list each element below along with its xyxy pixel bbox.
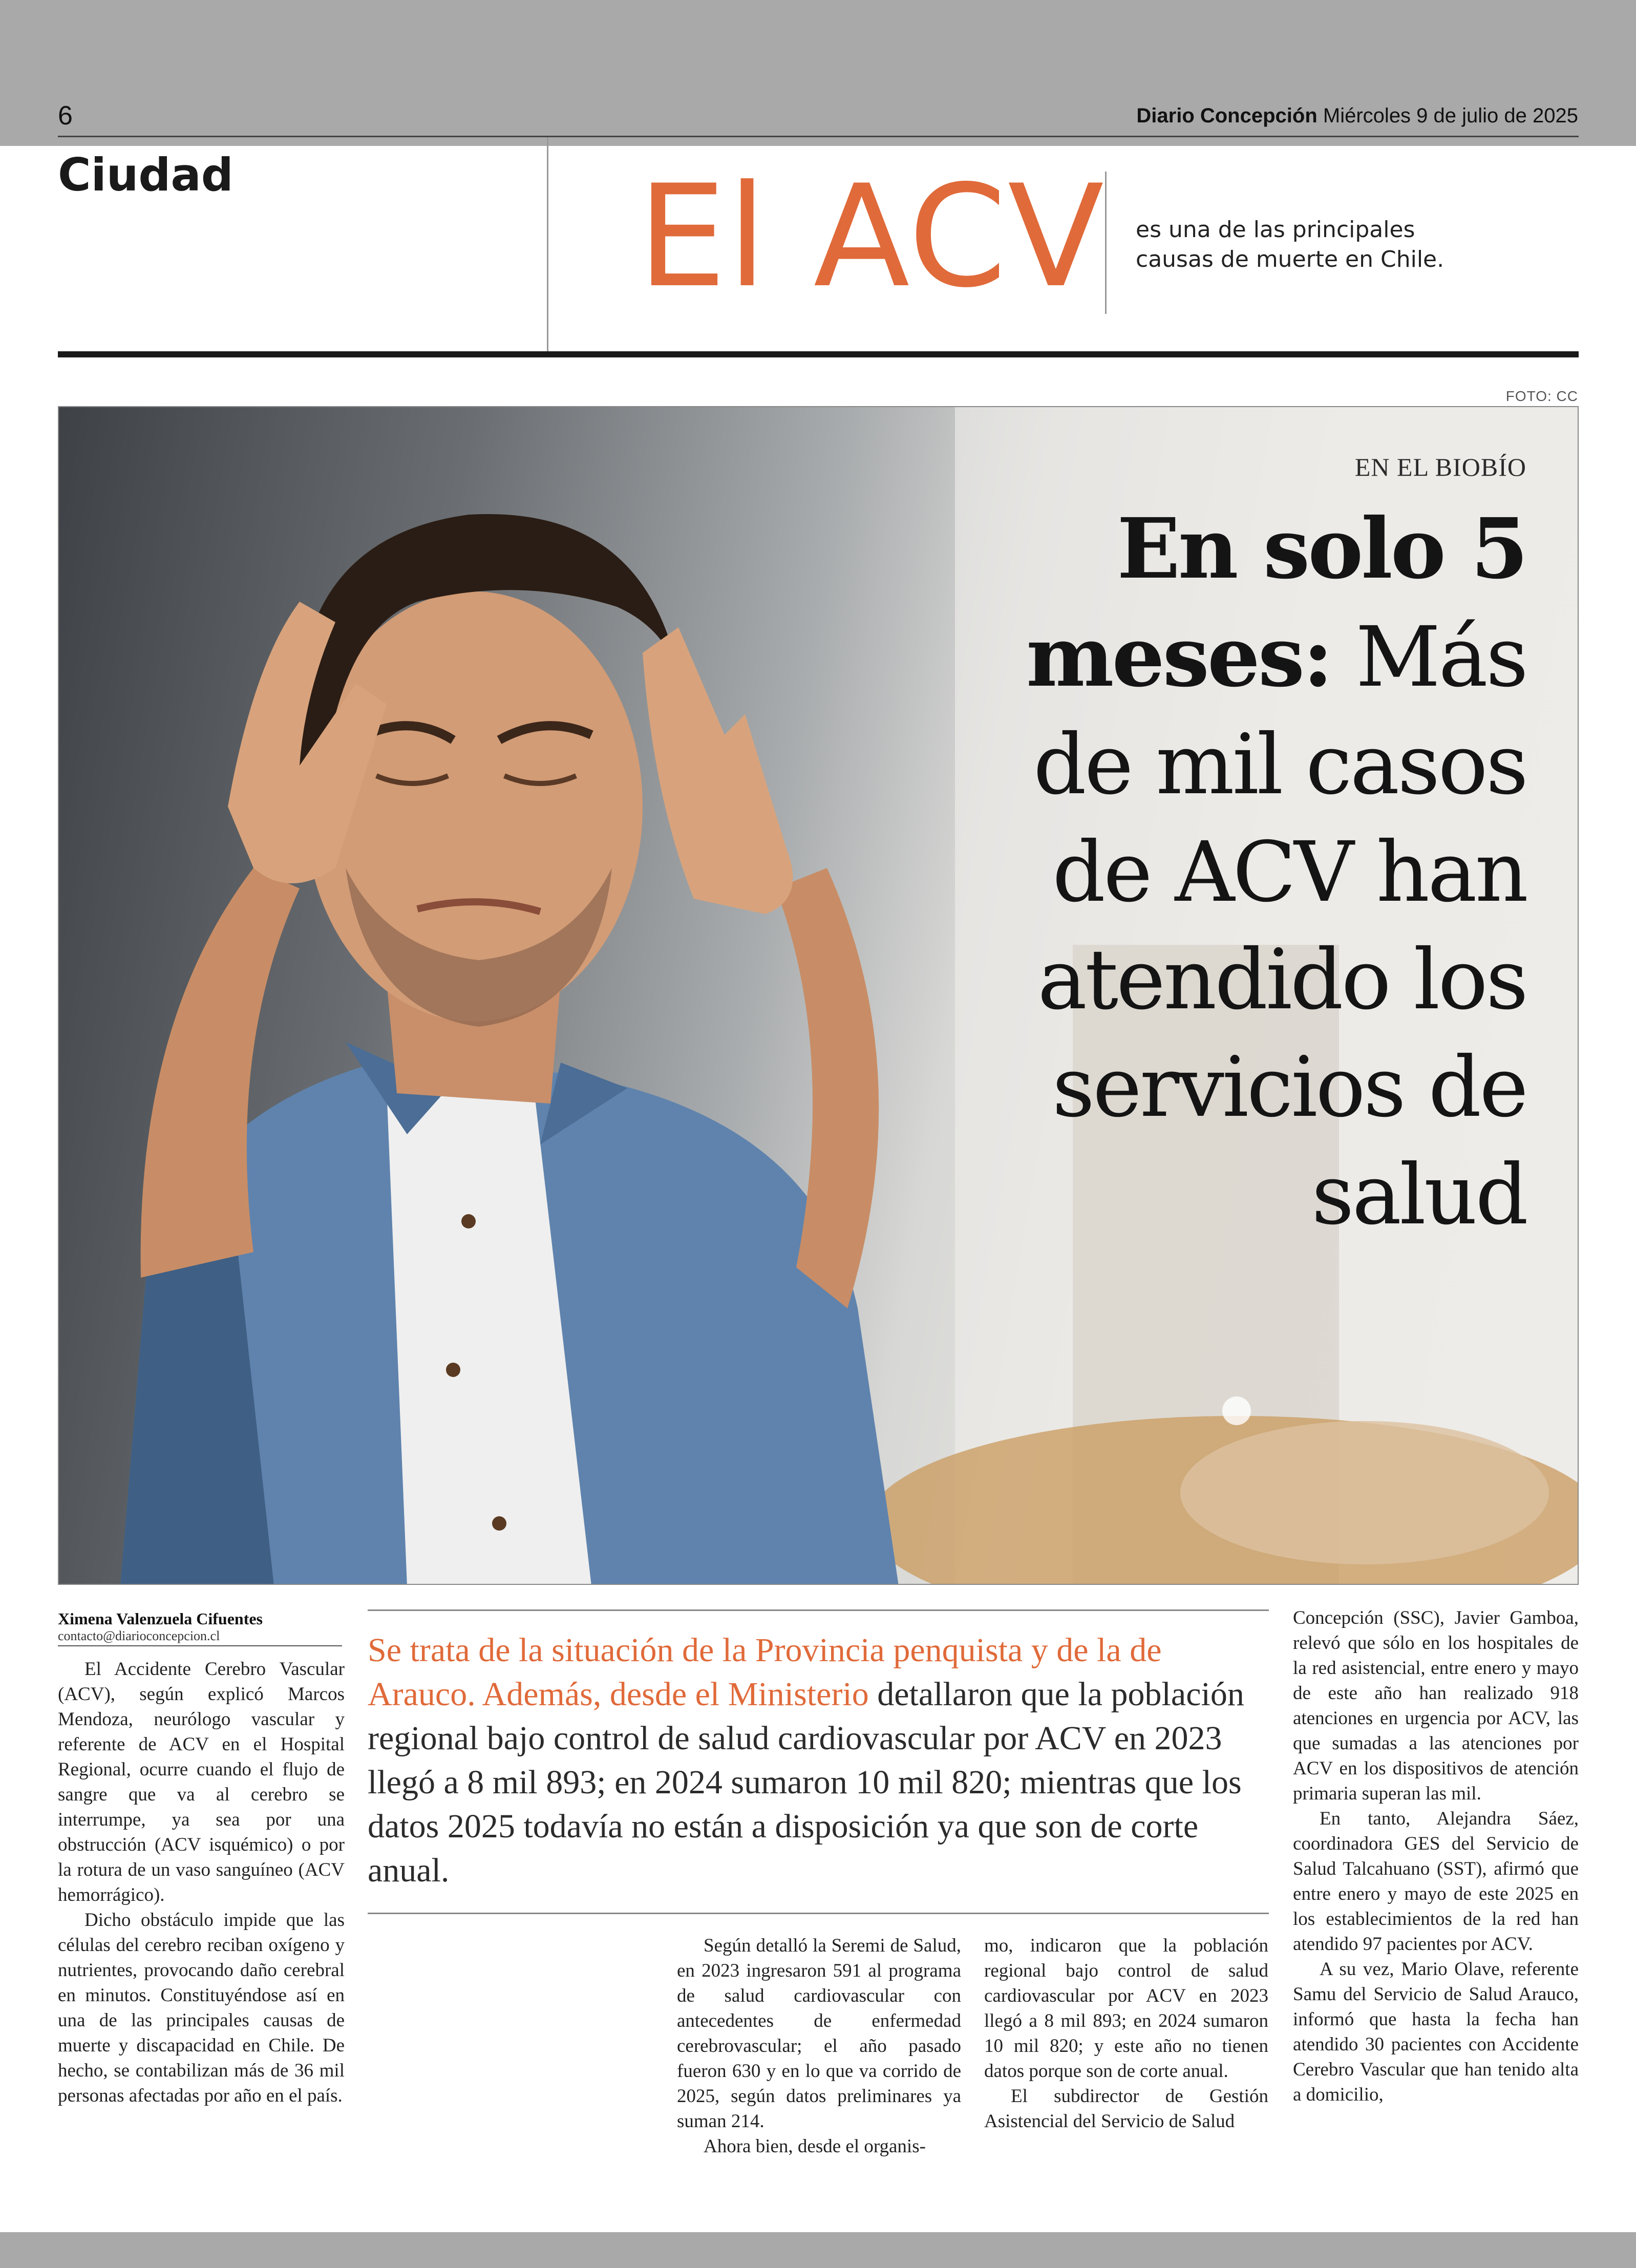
dateline: [1136, 104, 1578, 128]
highlight-title: El ACV: [638, 155, 1106, 319]
byline-email: contacto@diarioconcepcion.cl: [58, 1628, 220, 1643]
newspaper-name: Diario Concepción: [1136, 104, 1318, 127]
paragraph: mo, indicaron que la población regional bajo control de salud cardiovascular por ACV en 2023 llegó a 8 mil 893; en 2024 sumaron 10 mil 820; y este año no tienen datos porque son de corte anual.: [984, 1935, 1268, 2082]
pullquote-accent: Se trata de la situación de la Provincia penquista y de la de Arauco. Además, desde el Ministerio: [368, 1631, 1162, 1713]
header-divider: [547, 137, 548, 352]
paragraph: En tanto, Alejandra Sáez, coordinadora GES del Servicio de Salud Talcahuano (SST), afirmó que entre enero y mayo de este 2025 en los establecimientos de la red han atendido 97 pacientes por ACV.: [1293, 1808, 1579, 1955]
pullquote-rest: detallaron que la población regional bajo control de salud cardiovascular por ACV en 2023 llegó a 8 mil 893; en 2024 sumaron 10 mil 820; mientras que los datos 2025 todavía no están a disposición ya que son de corte anual.: [368, 1676, 1244, 1889]
body-column-4: [984, 1933, 1268, 2134]
pullquote-rule-bottom: [368, 1913, 1269, 1914]
body-column-5: [1293, 1605, 1579, 2107]
body-column-3: [677, 1933, 961, 2159]
byline-author: Ximena Valenzuela Cifuentes: [58, 1609, 263, 1628]
paragraph: Concepción (SSC), Javier Gamboa, relevó que sólo en los hospitales de la red asistencial, entre enero y mayo de este año han realizado 918 atenciones en urgencia por ACV, las que sumadas a las atenciones por ACV en los dispositivos de atención primaria superan las mil.: [1293, 1607, 1579, 1804]
paragraph: Dicho obstáculo impide que las células del cerebro reciban oxígeno y nutrientes, provocando daño cerebral en minutos. Constituyéndose así en una de las principales causas de muerte y discapacidad en Chile. De hecho, se contabilizan más de 36 mil personas afectadas por año en el país.: [58, 1910, 345, 2106]
highlight-divider: [1105, 172, 1107, 314]
article-headline: [953, 495, 1526, 1249]
header-rule: [58, 136, 1579, 137]
paragraph: Según detalló la Seremi de Salud, en 2023 ingresaron 591 al programa de salud cardiovascular con antecedentes de enfermedad cerebrovascular; el año pasado fueron 630 y en lo que va corrido de 2025, según datos preliminares ya suman 214.: [677, 1935, 961, 2132]
issue-date: Miércoles 9 de julio de 2025: [1323, 104, 1578, 127]
paragraph: El Accidente Cerebro Vascular (ACV), según explicó Marcos Mendoza, neurólogo vascular y referente de ACV en el Hospital Regional, ocurre cuando el flujo de sangre que va al cerebro se interrumpe, ya sea por una obstrucción (ACV isquémico) o por la rotura de un vaso sanguíneo (ACV hemorrágico).: [58, 1659, 345, 1905]
headline-bold: En solo 5 meses:: [1026, 500, 1526, 706]
paragraph: A su vez, Mario Olave, referente Samu del Servicio de Salud Arauco, informó que hasta la fecha han atendido 30 pacientes con Accidente Cerebro Vascular que han tenido alta a domicilio,: [1293, 1959, 1579, 2105]
photo-credit: FOTO: CC: [1505, 388, 1578, 404]
pullquote-rule-top: [368, 1609, 1269, 1611]
highlight-text: es una de las principales causas de muerte en Chile.: [1136, 217, 1444, 272]
article-kicker: EN EL BIOBÍO: [1354, 453, 1526, 481]
bottom-margin: [0, 2232, 1636, 2268]
paragraph: El subdirector de Gestión Asistencial del Servicio de Salud: [984, 2086, 1268, 2132]
section-title: Ciudad: [58, 149, 233, 201]
lead-photo: [58, 406, 1579, 1585]
page-number: 6: [58, 101, 73, 131]
body-column-1: [58, 1657, 345, 2108]
pullquote: [368, 1628, 1269, 1893]
section-rule: [58, 351, 1579, 357]
byline-rule: [58, 1645, 342, 1646]
headline-rest: Más de mil casos de ACV han atendido los servicios de salud: [1033, 609, 1526, 1243]
paragraph: Ahora bien, desde el organis-: [704, 2136, 926, 2157]
